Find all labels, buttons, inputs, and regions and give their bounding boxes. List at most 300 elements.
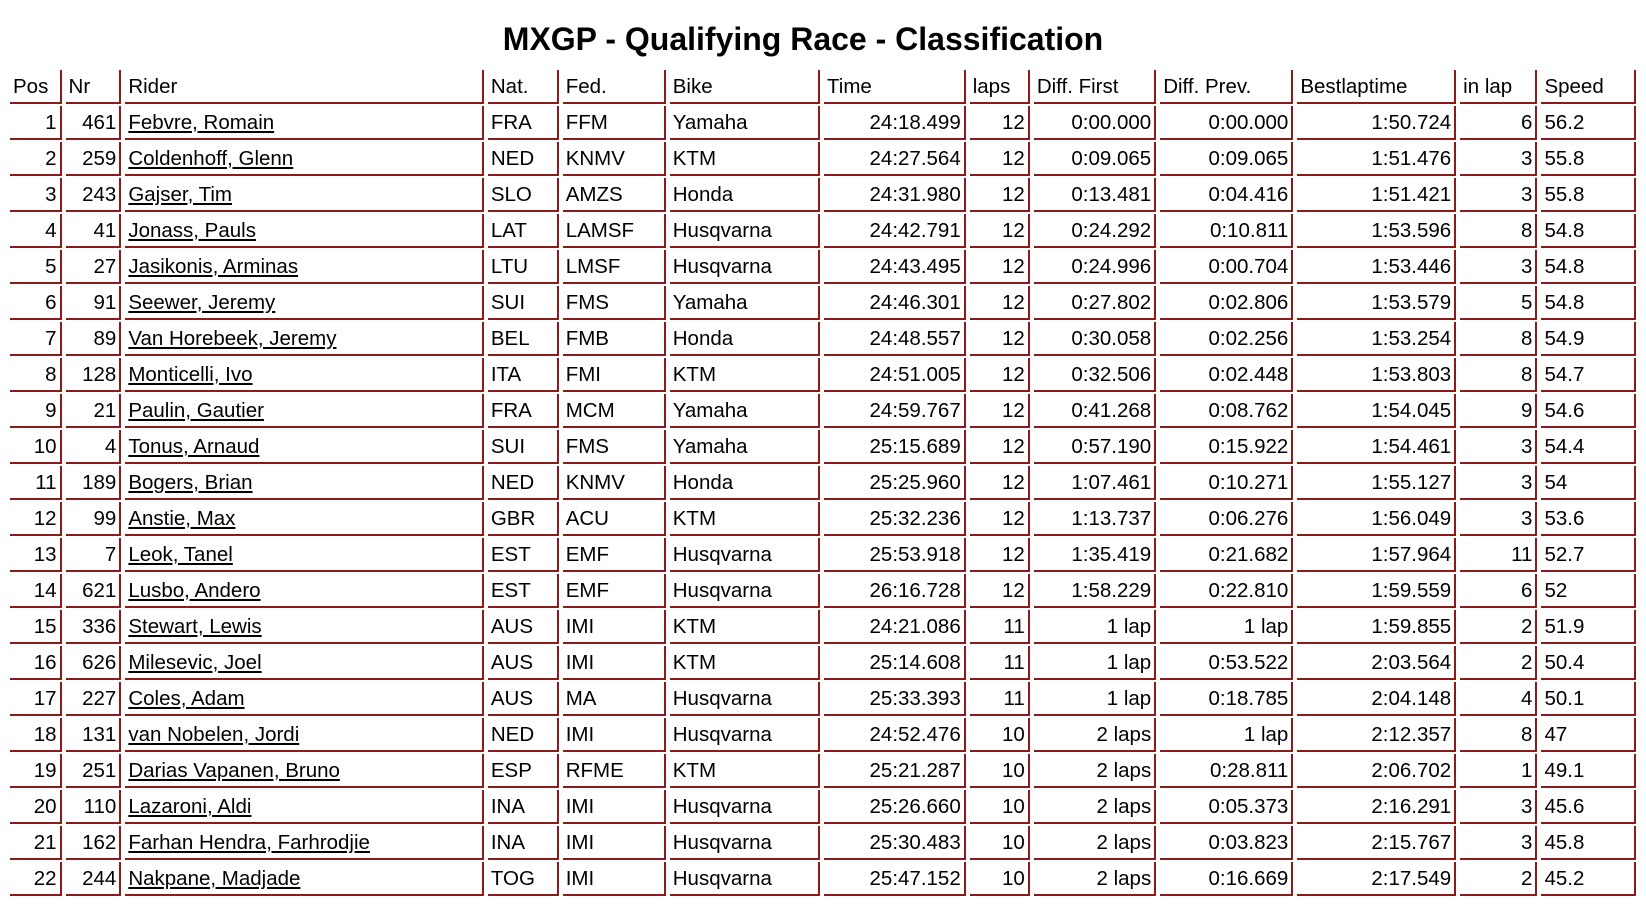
header-diff-first: Diff. First bbox=[1034, 70, 1156, 104]
cell-fed: IMI bbox=[563, 610, 666, 644]
cell-in-lap: 2 bbox=[1460, 610, 1537, 644]
cell-time: 26:16.728 bbox=[824, 574, 966, 608]
cell-nr: 227 bbox=[66, 682, 122, 716]
cell-bike: KTM bbox=[670, 646, 820, 680]
cell-time: 24:21.086 bbox=[824, 610, 966, 644]
cell-speed: 50.4 bbox=[1541, 646, 1636, 680]
cell-bestlap: 1:56.049 bbox=[1297, 502, 1456, 536]
cell-rider bbox=[125, 646, 484, 680]
cell-in-lap: 8 bbox=[1460, 718, 1537, 752]
cell-pos: 12 bbox=[10, 502, 62, 536]
cell-fed: FMB bbox=[563, 322, 666, 356]
table-header-row bbox=[10, 70, 1636, 104]
cell-diff-prev: 0:02.806 bbox=[1160, 286, 1293, 320]
cell-rider bbox=[125, 754, 484, 788]
cell-bestlap: 2:15.767 bbox=[1297, 826, 1456, 860]
cell-fed: IMI bbox=[563, 826, 666, 860]
cell-pos: 6 bbox=[10, 286, 62, 320]
cell-fed: FMS bbox=[563, 286, 666, 320]
cell-pos: 13 bbox=[10, 538, 62, 572]
cell-bike: Yamaha bbox=[670, 430, 820, 464]
rider-link[interactable]: van Nobelen, Jordi bbox=[128, 723, 300, 746]
cell-laps: 12 bbox=[970, 322, 1030, 356]
cell-bestlap: 2:03.564 bbox=[1297, 646, 1456, 680]
cell-pos: 7 bbox=[10, 322, 62, 356]
cell-in-lap: 2 bbox=[1460, 862, 1537, 896]
cell-pos: 20 bbox=[10, 790, 62, 824]
table-row bbox=[10, 682, 1636, 716]
cell-bike: Husqvarna bbox=[670, 538, 820, 572]
cell-pos: 11 bbox=[10, 466, 62, 500]
cell-laps: 11 bbox=[970, 646, 1030, 680]
cell-rider bbox=[125, 106, 484, 140]
cell-diff-prev: 0:22.810 bbox=[1160, 574, 1293, 608]
cell-diff-first: 1:07.461 bbox=[1034, 466, 1156, 500]
cell-bestlap: 2:17.549 bbox=[1297, 862, 1456, 896]
cell-nr: 21 bbox=[66, 394, 122, 428]
rider-link[interactable]: Seewer, Jeremy bbox=[128, 291, 276, 314]
cell-laps: 12 bbox=[970, 286, 1030, 320]
rider-link[interactable]: Lazaroni, Aldi bbox=[128, 795, 252, 818]
cell-diff-first: 1:35.419 bbox=[1034, 538, 1156, 572]
cell-laps: 12 bbox=[970, 394, 1030, 428]
table-row bbox=[10, 574, 1636, 608]
cell-speed: 54 bbox=[1541, 466, 1636, 500]
header-bike: Bike bbox=[670, 70, 820, 104]
cell-in-lap: 6 bbox=[1460, 106, 1537, 140]
header-nr: Nr bbox=[66, 70, 122, 104]
cell-bike: Husqvarna bbox=[670, 682, 820, 716]
cell-rider bbox=[125, 322, 484, 356]
cell-time: 24:31.980 bbox=[824, 178, 966, 212]
rider-link[interactable]: Van Horebeek, Jeremy bbox=[128, 327, 337, 350]
cell-in-lap: 9 bbox=[1460, 394, 1537, 428]
cell-in-lap: 3 bbox=[1460, 430, 1537, 464]
table-row bbox=[10, 718, 1636, 752]
cell-bike: KTM bbox=[670, 142, 820, 176]
cell-bike: Yamaha bbox=[670, 394, 820, 428]
cell-bestlap: 1:57.964 bbox=[1297, 538, 1456, 572]
cell-time: 25:26.660 bbox=[824, 790, 966, 824]
table-row bbox=[10, 754, 1636, 788]
cell-diff-prev: 0:02.256 bbox=[1160, 322, 1293, 356]
cell-laps: 12 bbox=[970, 358, 1030, 392]
cell-in-lap: 3 bbox=[1460, 250, 1537, 284]
header-diff-prev: Diff. Prev. bbox=[1160, 70, 1293, 104]
cell-diff-first: 2 laps bbox=[1034, 718, 1156, 752]
cell-nr: 99 bbox=[66, 502, 122, 536]
rider-link[interactable]: Lusbo, Andero bbox=[128, 579, 261, 602]
cell-time: 25:25.960 bbox=[824, 466, 966, 500]
table-row bbox=[10, 394, 1636, 428]
rider-link[interactable]: Paulin, Gautier bbox=[128, 399, 264, 422]
cell-bestlap: 1:51.476 bbox=[1297, 142, 1456, 176]
cell-in-lap: 3 bbox=[1460, 826, 1537, 860]
cell-nat: AUS bbox=[488, 610, 559, 644]
rider-link[interactable]: Monticelli, Ivo bbox=[128, 363, 253, 386]
cell-laps: 10 bbox=[970, 718, 1030, 752]
table-row bbox=[10, 430, 1636, 464]
cell-nr: 4 bbox=[66, 430, 122, 464]
cell-diff-prev: 0:00.704 bbox=[1160, 250, 1293, 284]
table-row bbox=[10, 250, 1636, 284]
cell-rider bbox=[125, 250, 484, 284]
cell-nr: 131 bbox=[66, 718, 122, 752]
cell-diff-first: 0:30.058 bbox=[1034, 322, 1156, 356]
cell-bestlap: 1:51.421 bbox=[1297, 178, 1456, 212]
cell-fed: IMI bbox=[563, 862, 666, 896]
rider-link[interactable]: Darias Vapanen, Bruno bbox=[128, 759, 340, 782]
cell-diff-first: 0:24.996 bbox=[1034, 250, 1156, 284]
cell-fed: RFME bbox=[563, 754, 666, 788]
cell-in-lap: 4 bbox=[1460, 682, 1537, 716]
cell-nat: GBR bbox=[488, 502, 559, 536]
cell-rider bbox=[125, 538, 484, 572]
cell-nat: TOG bbox=[488, 862, 559, 896]
cell-laps: 11 bbox=[970, 610, 1030, 644]
cell-diff-first: 1 lap bbox=[1034, 646, 1156, 680]
cell-time: 24:59.767 bbox=[824, 394, 966, 428]
cell-nr: 259 bbox=[66, 142, 122, 176]
cell-laps: 12 bbox=[970, 502, 1030, 536]
cell-bike: Honda bbox=[670, 466, 820, 500]
cell-bestlap: 1:53.579 bbox=[1297, 286, 1456, 320]
cell-diff-prev: 0:15.922 bbox=[1160, 430, 1293, 464]
cell-pos: 14 bbox=[10, 574, 62, 608]
cell-rider bbox=[125, 178, 484, 212]
cell-laps: 12 bbox=[970, 106, 1030, 140]
cell-bike: KTM bbox=[670, 502, 820, 536]
cell-time: 24:52.476 bbox=[824, 718, 966, 752]
cell-nat: ESP bbox=[488, 754, 559, 788]
cell-speed: 53.6 bbox=[1541, 502, 1636, 536]
cell-nr: 244 bbox=[66, 862, 122, 896]
table-row bbox=[10, 826, 1636, 860]
cell-rider bbox=[125, 394, 484, 428]
classification-table bbox=[6, 68, 1640, 898]
table-row bbox=[10, 790, 1636, 824]
cell-nr: 243 bbox=[66, 178, 122, 212]
cell-diff-first: 1 lap bbox=[1034, 610, 1156, 644]
cell-nat: BEL bbox=[488, 322, 559, 356]
cell-fed: EMF bbox=[563, 574, 666, 608]
cell-speed: 55.8 bbox=[1541, 178, 1636, 212]
cell-rider bbox=[125, 358, 484, 392]
cell-nr: 162 bbox=[66, 826, 122, 860]
rider-link[interactable]: Coldenhoff, Glenn bbox=[128, 147, 294, 170]
cell-pos: 4 bbox=[10, 214, 62, 248]
cell-nat: SLO bbox=[488, 178, 559, 212]
cell-in-lap: 3 bbox=[1460, 178, 1537, 212]
cell-diff-prev: 1 lap bbox=[1160, 610, 1293, 644]
cell-rider bbox=[125, 862, 484, 896]
cell-fed: ACU bbox=[563, 502, 666, 536]
cell-diff-prev: 0:21.682 bbox=[1160, 538, 1293, 572]
cell-diff-prev: 0:00.000 bbox=[1160, 106, 1293, 140]
cell-diff-first: 2 laps bbox=[1034, 826, 1156, 860]
cell-bike: Husqvarna bbox=[670, 826, 820, 860]
cell-fed: IMI bbox=[563, 646, 666, 680]
cell-time: 24:27.564 bbox=[824, 142, 966, 176]
cell-nat: INA bbox=[488, 790, 559, 824]
cell-nat: NED bbox=[488, 142, 559, 176]
cell-bestlap: 1:50.724 bbox=[1297, 106, 1456, 140]
cell-diff-prev: 0:02.448 bbox=[1160, 358, 1293, 392]
cell-diff-prev: 0:18.785 bbox=[1160, 682, 1293, 716]
header-speed: Speed bbox=[1541, 70, 1636, 104]
cell-speed: 49.1 bbox=[1541, 754, 1636, 788]
rider-link[interactable]: Jonass, Pauls bbox=[128, 219, 256, 242]
table-row bbox=[10, 214, 1636, 248]
cell-pos: 18 bbox=[10, 718, 62, 752]
cell-laps: 10 bbox=[970, 862, 1030, 896]
cell-speed: 55.8 bbox=[1541, 142, 1636, 176]
cell-fed: MA bbox=[563, 682, 666, 716]
cell-nat: ITA bbox=[488, 358, 559, 392]
cell-speed: 50.1 bbox=[1541, 682, 1636, 716]
cell-rider bbox=[125, 142, 484, 176]
cell-rider bbox=[125, 430, 484, 464]
cell-bike: Husqvarna bbox=[670, 574, 820, 608]
cell-speed: 56.2 bbox=[1541, 106, 1636, 140]
cell-diff-prev: 0:08.762 bbox=[1160, 394, 1293, 428]
cell-nat: NED bbox=[488, 466, 559, 500]
cell-nat: EST bbox=[488, 574, 559, 608]
cell-speed: 54.8 bbox=[1541, 250, 1636, 284]
cell-rider bbox=[125, 790, 484, 824]
cell-bike: Husqvarna bbox=[670, 214, 820, 248]
cell-rider bbox=[125, 214, 484, 248]
cell-nat: LTU bbox=[488, 250, 559, 284]
cell-bestlap: 1:55.127 bbox=[1297, 466, 1456, 500]
cell-diff-first: 2 laps bbox=[1034, 790, 1156, 824]
cell-laps: 12 bbox=[970, 466, 1030, 500]
header-bestlap: Bestlaptime bbox=[1297, 70, 1456, 104]
table-row bbox=[10, 106, 1636, 140]
cell-rider bbox=[125, 466, 484, 500]
cell-in-lap: 8 bbox=[1460, 322, 1537, 356]
cell-laps: 12 bbox=[970, 538, 1030, 572]
cell-diff-first: 0:57.190 bbox=[1034, 430, 1156, 464]
cell-diff-first: 0:41.268 bbox=[1034, 394, 1156, 428]
header-fed: Fed. bbox=[563, 70, 666, 104]
cell-pos: 22 bbox=[10, 862, 62, 896]
cell-in-lap: 2 bbox=[1460, 646, 1537, 680]
cell-in-lap: 8 bbox=[1460, 214, 1537, 248]
cell-diff-prev: 0:16.669 bbox=[1160, 862, 1293, 896]
cell-diff-first: 1 lap bbox=[1034, 682, 1156, 716]
cell-bike: Husqvarna bbox=[670, 718, 820, 752]
table-row bbox=[10, 142, 1636, 176]
cell-pos: 10 bbox=[10, 430, 62, 464]
cell-bestlap: 2:04.148 bbox=[1297, 682, 1456, 716]
cell-bike: KTM bbox=[670, 754, 820, 788]
cell-time: 24:46.301 bbox=[824, 286, 966, 320]
cell-time: 24:48.557 bbox=[824, 322, 966, 356]
cell-diff-first: 0:27.802 bbox=[1034, 286, 1156, 320]
cell-nat: NED bbox=[488, 718, 559, 752]
cell-diff-prev: 0:10.271 bbox=[1160, 466, 1293, 500]
cell-speed: 47 bbox=[1541, 718, 1636, 752]
cell-time: 25:14.608 bbox=[824, 646, 966, 680]
rider-link[interactable]: Bogers, Brian bbox=[128, 471, 253, 494]
cell-bike: Yamaha bbox=[670, 106, 820, 140]
cell-fed: FMS bbox=[563, 430, 666, 464]
table-row bbox=[10, 646, 1636, 680]
cell-laps: 12 bbox=[970, 430, 1030, 464]
cell-fed: LAMSF bbox=[563, 214, 666, 248]
table-row bbox=[10, 538, 1636, 572]
cell-bestlap: 1:53.596 bbox=[1297, 214, 1456, 248]
cell-in-lap: 3 bbox=[1460, 502, 1537, 536]
cell-fed: AMZS bbox=[563, 178, 666, 212]
cell-nr: 626 bbox=[66, 646, 122, 680]
cell-diff-first: 0:24.292 bbox=[1034, 214, 1156, 248]
cell-speed: 45.2 bbox=[1541, 862, 1636, 896]
cell-speed: 45.6 bbox=[1541, 790, 1636, 824]
cell-laps: 12 bbox=[970, 250, 1030, 284]
cell-pos: 3 bbox=[10, 178, 62, 212]
cell-rider bbox=[125, 502, 484, 536]
cell-bike: Honda bbox=[670, 178, 820, 212]
cell-nr: 128 bbox=[66, 358, 122, 392]
cell-diff-first: 2 laps bbox=[1034, 862, 1156, 896]
cell-fed: FFM bbox=[563, 106, 666, 140]
cell-nr: 251 bbox=[66, 754, 122, 788]
cell-diff-prev: 0:03.823 bbox=[1160, 826, 1293, 860]
cell-pos: 9 bbox=[10, 394, 62, 428]
cell-time: 25:21.287 bbox=[824, 754, 966, 788]
cell-time: 24:51.005 bbox=[824, 358, 966, 392]
table-row bbox=[10, 862, 1636, 896]
cell-bestlap: 1:54.461 bbox=[1297, 430, 1456, 464]
cell-in-lap: 6 bbox=[1460, 574, 1537, 608]
cell-speed: 54.4 bbox=[1541, 430, 1636, 464]
rider-link[interactable]: Jasikonis, Arminas bbox=[128, 255, 299, 278]
cell-pos: 2 bbox=[10, 142, 62, 176]
cell-bestlap: 1:53.803 bbox=[1297, 358, 1456, 392]
cell-in-lap: 11 bbox=[1460, 538, 1537, 572]
cell-nr: 91 bbox=[66, 286, 122, 320]
cell-pos: 16 bbox=[10, 646, 62, 680]
cell-laps: 11 bbox=[970, 682, 1030, 716]
cell-speed: 54.9 bbox=[1541, 322, 1636, 356]
cell-fed: LMSF bbox=[563, 250, 666, 284]
cell-pos: 5 bbox=[10, 250, 62, 284]
cell-time: 25:15.689 bbox=[824, 430, 966, 464]
rider-link[interactable]: Tonus, Arnaud bbox=[128, 435, 260, 458]
cell-laps: 10 bbox=[970, 790, 1030, 824]
cell-nr: 461 bbox=[66, 106, 122, 140]
cell-fed: KNMV bbox=[563, 466, 666, 500]
rider-link[interactable]: Milesevic, Joel bbox=[128, 651, 262, 674]
cell-bike: Yamaha bbox=[670, 286, 820, 320]
table-body bbox=[10, 106, 1636, 896]
table-row bbox=[10, 178, 1636, 212]
cell-diff-prev: 0:06.276 bbox=[1160, 502, 1293, 536]
rider-link[interactable]: Nakpane, Madjade bbox=[128, 867, 301, 890]
cell-rider bbox=[125, 826, 484, 860]
cell-diff-first: 0:13.481 bbox=[1034, 178, 1156, 212]
cell-nat: EST bbox=[488, 538, 559, 572]
cell-laps: 12 bbox=[970, 574, 1030, 608]
table-row bbox=[10, 358, 1636, 392]
cell-speed: 54.8 bbox=[1541, 286, 1636, 320]
cell-pos: 8 bbox=[10, 358, 62, 392]
cell-diff-prev: 0:09.065 bbox=[1160, 142, 1293, 176]
cell-fed: IMI bbox=[563, 790, 666, 824]
cell-diff-prev: 0:05.373 bbox=[1160, 790, 1293, 824]
cell-bike: Husqvarna bbox=[670, 790, 820, 824]
cell-pos: 19 bbox=[10, 754, 62, 788]
cell-diff-first: 2 laps bbox=[1034, 754, 1156, 788]
cell-bike: KTM bbox=[670, 610, 820, 644]
table-row bbox=[10, 610, 1636, 644]
cell-bestlap: 1:54.045 bbox=[1297, 394, 1456, 428]
rider-link[interactable]: Stewart, Lewis bbox=[128, 615, 262, 638]
cell-time: 25:32.236 bbox=[824, 502, 966, 536]
rider-link[interactable]: Febvre, Romain bbox=[128, 111, 275, 134]
cell-laps: 12 bbox=[970, 214, 1030, 248]
rider-link[interactable]: Gajser, Tim bbox=[128, 183, 232, 206]
cell-pos: 21 bbox=[10, 826, 62, 860]
cell-in-lap: 8 bbox=[1460, 358, 1537, 392]
table-row bbox=[10, 286, 1636, 320]
cell-laps: 12 bbox=[970, 142, 1030, 176]
cell-time: 24:18.499 bbox=[824, 106, 966, 140]
cell-time: 25:53.918 bbox=[824, 538, 966, 572]
cell-speed: 51.9 bbox=[1541, 610, 1636, 644]
cell-bestlap: 2:12.357 bbox=[1297, 718, 1456, 752]
cell-speed: 54.8 bbox=[1541, 214, 1636, 248]
cell-time: 25:30.483 bbox=[824, 826, 966, 860]
rider-link[interactable]: Coles, Adam bbox=[128, 687, 245, 710]
cell-time: 24:42.791 bbox=[824, 214, 966, 248]
rider-link[interactable]: Anstie, Max bbox=[128, 507, 236, 530]
cell-speed: 52.7 bbox=[1541, 538, 1636, 572]
cell-speed: 54.6 bbox=[1541, 394, 1636, 428]
cell-nat: SUI bbox=[488, 286, 559, 320]
table-row bbox=[10, 502, 1636, 536]
cell-in-lap: 3 bbox=[1460, 790, 1537, 824]
cell-bestlap: 2:06.702 bbox=[1297, 754, 1456, 788]
cell-in-lap: 3 bbox=[1460, 142, 1537, 176]
cell-nat: FRA bbox=[488, 394, 559, 428]
cell-rider bbox=[125, 610, 484, 644]
rider-link[interactable]: Leok, Tanel bbox=[128, 543, 233, 566]
header-nat: Nat. bbox=[488, 70, 559, 104]
cell-rider bbox=[125, 574, 484, 608]
cell-diff-prev: 1 lap bbox=[1160, 718, 1293, 752]
cell-bestlap: 2:16.291 bbox=[1297, 790, 1456, 824]
cell-speed: 52 bbox=[1541, 574, 1636, 608]
cell-fed: IMI bbox=[563, 718, 666, 752]
cell-diff-prev: 0:53.522 bbox=[1160, 646, 1293, 680]
cell-nat: FRA bbox=[488, 106, 559, 140]
cell-bike: KTM bbox=[670, 358, 820, 392]
cell-nat: AUS bbox=[488, 682, 559, 716]
cell-diff-first: 0:09.065 bbox=[1034, 142, 1156, 176]
table-row bbox=[10, 322, 1636, 356]
rider-link[interactable]: Farhan Hendra, Farhrodjie bbox=[128, 831, 370, 854]
cell-bestlap: 1:59.855 bbox=[1297, 610, 1456, 644]
cell-diff-prev: 0:10.811 bbox=[1160, 214, 1293, 248]
cell-bike: Honda bbox=[670, 322, 820, 356]
header-rider: Rider bbox=[125, 70, 484, 104]
cell-bestlap: 1:53.254 bbox=[1297, 322, 1456, 356]
cell-laps: 10 bbox=[970, 754, 1030, 788]
cell-fed: FMI bbox=[563, 358, 666, 392]
